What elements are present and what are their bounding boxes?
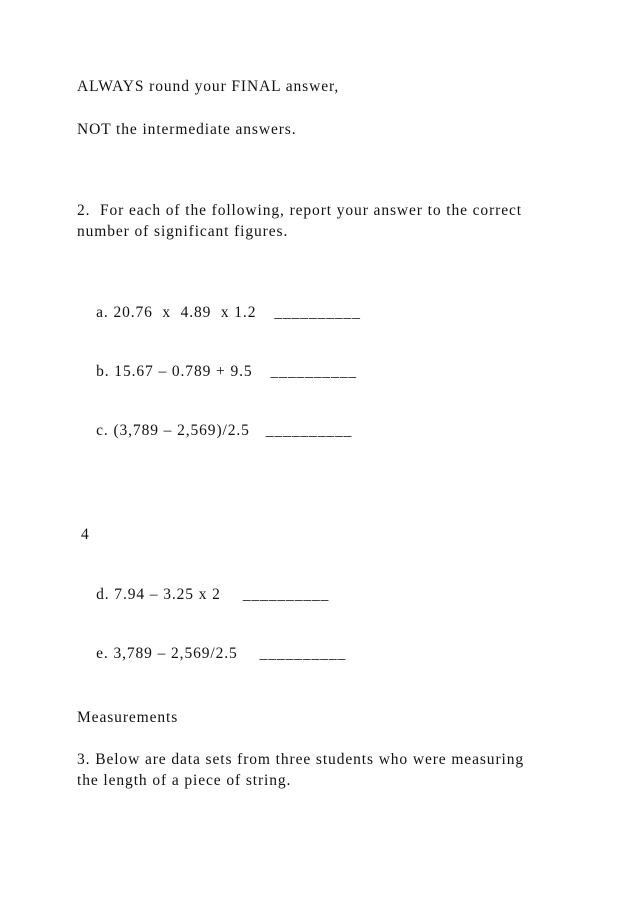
question-2c [77,404,352,458]
question-2a-expression: a. 20.76 x 4.89 x 1.2 [96,304,257,321]
question-2a-answer-blank: __________ [274,304,361,321]
question-3-line-1: 3. Below are data sets from three students who were measuring [77,751,525,768]
question-2e-expression: e. 3,789 – 2,569/2.5 [96,645,238,662]
question-2b-expression: b. 15.67 – 0.789 + 9.5 [96,363,253,380]
question-2e [77,627,346,681]
question-2d [77,568,329,622]
question-2e-answer-blank: __________ [259,645,347,662]
question-2d-answer-blank: __________ [242,586,330,603]
question-2b [77,345,357,399]
question-2c-expression: c. (3,789 – 2,569)/2.5 [96,422,250,439]
question-3-line-2: the length of a piece of string. [77,772,292,789]
question-2b-answer-blank: __________ [270,363,358,380]
page-number: 4 [81,526,90,543]
rounding-note-line-2: NOT the intermediate answers. [77,121,297,138]
section-heading-measurements: Measurements [77,709,179,726]
question-2d-expression: d. 7.94 – 3.25 x 2 [96,586,221,603]
rounding-note-line-1: ALWAYS round your FINAL answer, [77,78,340,95]
question-2a [77,286,361,340]
question-2c-answer-blank: __________ [265,422,353,439]
question-2-intro-line-1: 2. For each of the following, report your answer to the correct [77,202,522,219]
question-2-intro-line-2: number of significant figures. [77,223,289,240]
